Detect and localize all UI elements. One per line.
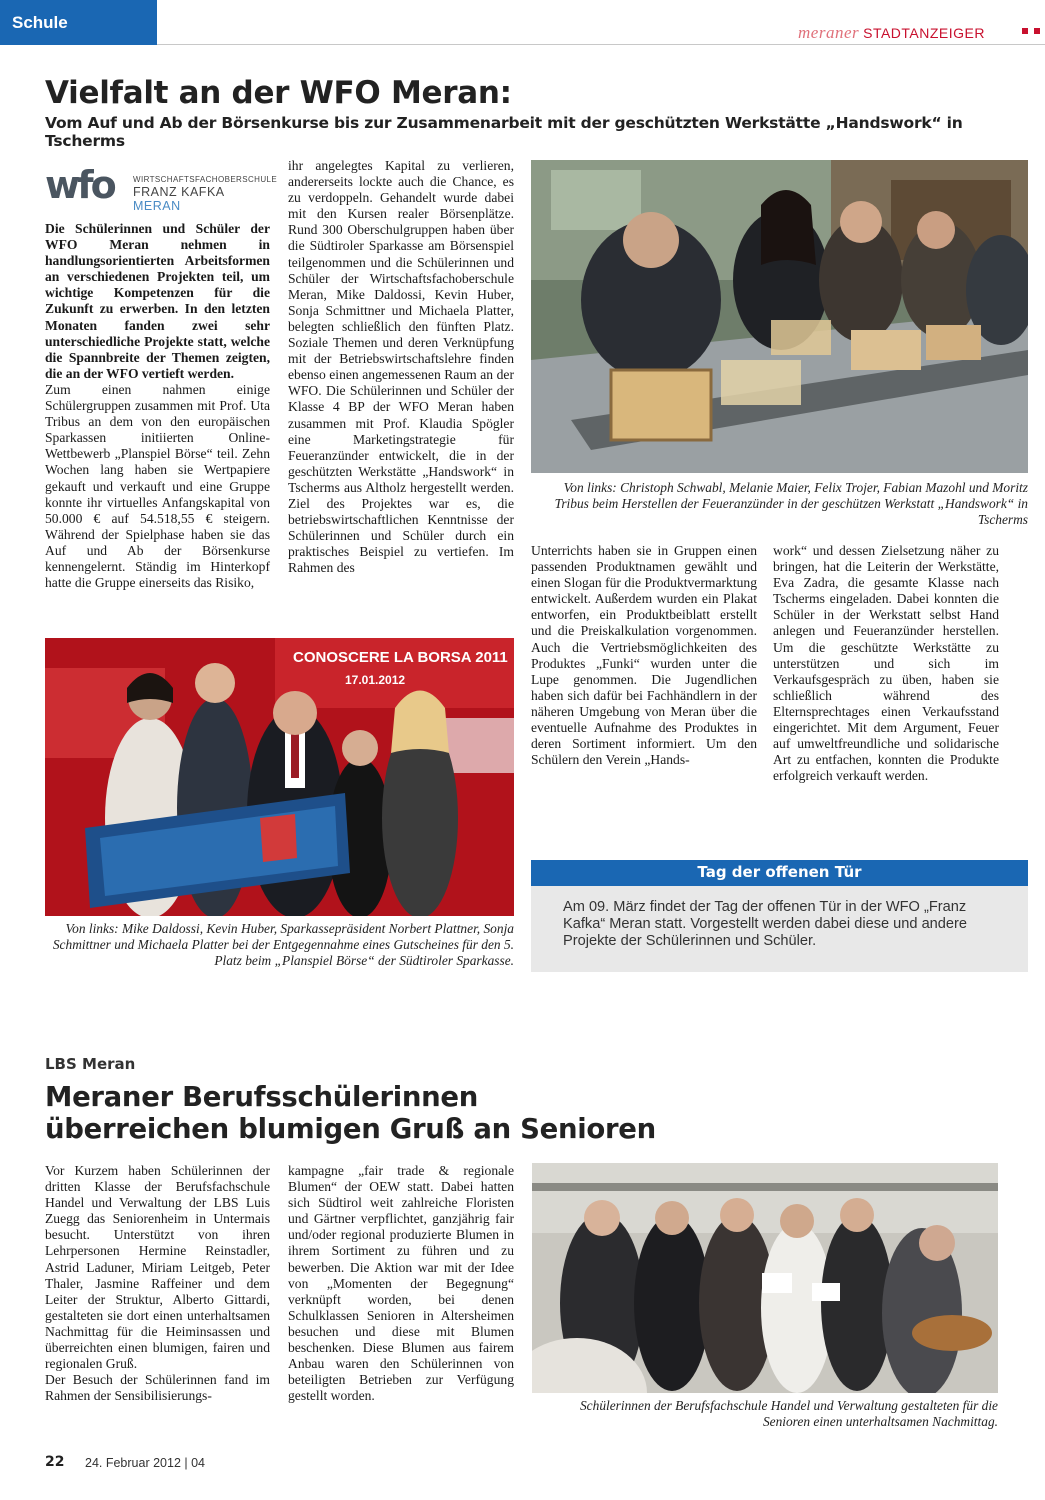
article2-column-1 [45,1163,270,1404]
seniors-photo-caption: Schülerinnen der Berufsfachschule Handel und Verwaltung gestalteten für die Senioren einen unterhaltsamen Nachmittag. [579,1398,998,1429]
seniors-photo [532,1163,998,1393]
newspaper-brand [798,23,985,43]
award-photo [45,638,514,916]
brand-square-icon [1034,28,1040,34]
workshop-photo-caption: Von links: Christoph Schwabl, Melanie Maier, Felix Trojer, Fabian Mazohl und Moritz Tribus beim Herstellen der Feueranzünder in der geschützen Werkstatt „Handswork“ in Tscherms [554,480,1028,527]
article1-column-3 [531,543,757,768]
article2-kicker: LBS Meran [45,1055,136,1073]
page-number: 22 [45,1454,65,1470]
article2-title-line2: überreichen blumigen Gruß an Senioren [45,1113,656,1145]
section-tag: Schule [0,0,157,45]
article2-col1-text-2: Der Besuch der Schülerinnen fand im Rahmen der Sensibilisierungs- [45,1372,270,1404]
award-banner-text: CONOSCERE LA BORSA 2011 [293,649,508,666]
brand-meraner: meraner [798,23,860,42]
article1-lead: Die Schülerinnen und Schüler der WFO Meran nehmen in handlungsorientierten Arbeitsformen an verschiedenen Projekten teil, um wichtige Kompetenzen für die Zukunft zu erwerben. In den letzten Monaten fanden zwei sehr unterschiedliche Projekte statt, welche die Spannbreite der Themen zeigten, die an der WFO vertieft werden. [45,221,270,381]
article1-column-2 [288,158,514,576]
workshop-photo [531,160,1028,473]
logo-school-type: WIRTSCHAFTSFACHOBERSCHULE [133,175,278,184]
article1-column-1 [45,221,270,591]
article2-column-2 [288,1163,514,1404]
article1-col3-text: Unterrichts haben sie in Gruppen einen passenden Produktnamen gewählt und einen Slogan für die Produktvermarktung entwickelt. Außerdem wurden ein Plakat entworfen, ein Produktbeiblatt erstellt und die Preiskalkulation vorgenommen. Auch die Vertriebsmöglichkeiten des Produktes „Funki“ wurden unter die Lupe genommen. Die Jugendlichen haben sich dafür bei Fachhändlern in der näheren Umgebung von Meran über die eventuelle Aufnahme des Produktes in deren Sortiment informiert. Um den Schülern den Verein „Hands- [531,543,757,768]
logo-school-name [133,185,270,213]
brand-stadtanzeiger: STADTANZEIGER [863,25,985,41]
logo-name-accent: MERAN [133,199,181,213]
open-day-box [531,860,1028,972]
article1-col2-text: ihr angelegtes Kapital zu verlieren, andererseits lockte auch die Chance, es zu verdoppeln. Gehandelt wurde dabei mit den Kursen realer Börsenplätze. Rund 300 Oberschulgruppen haben über die Südtiroler Sparkasse am Börsenspiel teilgenommen und die Schülerinnen und Schüler der Wirtschaftsfachoberschule Meran, Mike Daldossi, Kevin Huber, Sonja Schmittner und Michaela Platter, belegten schließlich den fünften Platz. Soziale Themen und deren Verknüpfung mit der Betriebswirtschaftslehre finden ebenso einen angemessenen Raum an der WFO. Die Schülerinnen und Schüler der Klasse 4 BP der WFO Meran haben zusammen mit Prof. Klaudia Spögler eine Marketingstrategie für Feueranzünder entwickelt, die in der geschützten Werkstätte „Handswork“ in Tscherms aus Altholz hergestellt werden. Ziel des Projektes war es, die betriebswirtschaftlichen Kenntnisse der Schülerinnen und Schüler durch ein praktisches Beispiel zu vertiefen. Im Rahmen des [288,158,514,576]
article1-col1-text: Zum einen nahmen einige Schülergruppen zusammen mit Prof. Uta Tribus an dem von den europäischen Sparkassen initiierten Online-Wettbewerb „Planspiel Börse“ teil. Zehn Wochen lang haben sie Wertpapiere gekauft und verkauft und eine Gruppe konnte ihr virtuelles Anfangskapital von 50.000 € auf 54.518,55 € steigern. Während der Spielphase haben sie das Auf und Ab der Börsenkurse kennengelernt. Ständig im Hinterkopf hatte die Gruppe einerseits das Risiko, [45,381,270,591]
award-photo-image [45,638,514,916]
article2-col2-text: kampagne „fair trade & regionale Blumen“ der OEW statt. Dabei hatten sich Südtirol weit zahlreiche Floristen und Gärtner verpflichtet, ganzjährig fair und/oder regional produzierte Blumen in ihrem Sortiment zu führen und zu bewerben. Die Aktion war mit der Idee von „Momenten der Begegnung“ verknüpft worden, bei denen Schulklassen Senioren in Altersheimen besuchen und diese mit Blumen beschenken. Diese Blumen aus fairem Anbau waren den Schülerinnen von beteiligten Betrieben zur Verfügung gestellt worden. [288,1163,514,1404]
award-photo-caption: Von links: Mike Daldossi, Kevin Huber, Sparkassepräsident Norbert Plattner, Sonja Schmittner und Michaela Platter bei der Entgegennahme eines Gutscheines für den 5. Platz beim „Planspiel Börse“ der Südtiroler Sparkasse. [52,921,514,968]
logo-name-main: FRANZ KAFKA [133,185,224,199]
article2-title-line1: Meraner Berufsschülerinnen [45,1081,479,1113]
article1-title: Vielfalt an der WFO Meran: [45,75,512,111]
article1-col4-text: work“ und dessen Zielsetzung näher zu bringen, hat die Leiterin der Werkstätte, Eva Zadra, die gesamte Klasse nach Tscherms eingeladen. Dabei konnten die Schüler in der Werkstatt selbst Hand anlegen und Feueranzünder herstellen. Um die geschützte Werkstätte zu unterstützen und sich im Verkaufsgespräch zu üben, haben sie schließlich während des Elternsprechtages einen Verkaufsstand eingerichtet. Mit dem Argument, Feuer auf umweltfreundliche und solidarische Art zu entfachen, konnten die Produkte erfolgreich verkauft werden. [773,543,999,784]
open-day-text: Am 09. März findet der Tag der offenen Tür in der WFO „Franz Kafka“ Meran statt. Vorgestellt werden dabei diese und andere Projekte der Schülerinnen und Schüler. [563,899,968,949]
wfo-logo [45,163,278,213]
article2-col1-text: Vor Kurzem haben Schülerinnen der dritten Klasse der Berufsfachschule Handel und Verwaltung der LBS Luis Zuegg das Seniorenheim in Untermais besucht. Unterstützt von ihren Lehrpersonen Hermine Reinstadler, Astrid Laduner, Miriam Leitgeb, Peter Thaler, Jasmine Raffeiner und dem Leiter der Struktur, Alberto Gittardi, gestalteten sie dort einen unterhaltsamen Nachmittag für die Heiminsassen und überreichten einen blumigen, fairen und regionalen Gruß. [45,1163,270,1372]
seniors-photo-image [532,1163,998,1393]
brand-square-icon [1022,28,1028,34]
header-rule [157,44,1045,45]
issue-info: 24. Februar 2012 | 04 [85,1456,205,1470]
article1-column-4 [773,543,999,784]
workshop-photo-image [531,160,1028,473]
logo-mark: wfo [45,163,114,207]
award-banner-date: 17.01.2012 [345,673,406,687]
open-day-title: Tag der offenen Tür [531,860,1028,886]
article1-subtitle: Vom Auf und Ab der Börsenkurse bis zur Zusammenarbeit mit der geschützten Werkstätte „Handswork“ in Tscherms [45,114,963,150]
